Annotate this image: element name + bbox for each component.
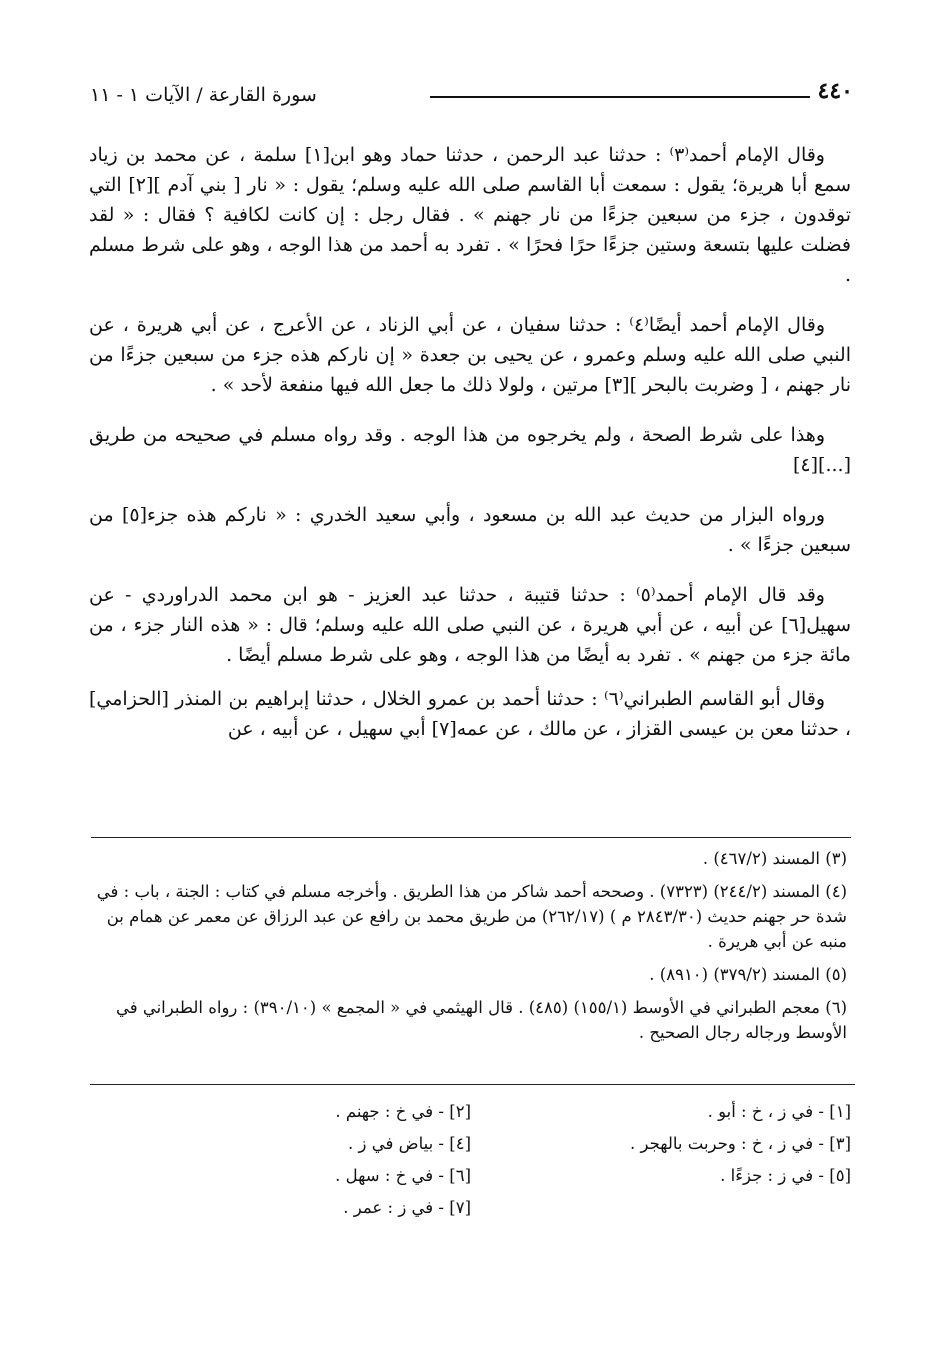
- paragraph-bazzar: ورواه البزار من حديث عبد الله بن مسعود ، وأبي سعيد الخدري : « ناركم هذه جزء[٥] من سبعين جزءًا » .: [89, 504, 851, 556]
- variant-note-5: [٥] - في ز : جزءًا .: [720, 1166, 851, 1185]
- footnote-6: (٦) معجم الطبراني في الأوسط (١٥٥/١) (٤٨٥) . قال الهيثمي في « المجمع » (٣٩٠/١٠) : رواه الطبراني في الأوسط ورجاله رجال الصحيح .: [115, 998, 847, 1042]
- variant-note-3: [٣] - في ز ، خ : وحربت بالهجر .: [630, 1134, 851, 1153]
- variant-row: [89, 1192, 851, 1224]
- footnote-divider: [91, 837, 851, 838]
- variants-divider: [90, 1084, 855, 1085]
- variant-note-4: [٤] - بياض في ز .: [348, 1134, 471, 1153]
- variant-notes: [89, 1096, 851, 1224]
- running-title: سورة القارعة / الآيات ١ - ١١: [90, 84, 317, 106]
- footnote-3: (٣) المسند (٤٦٧/٢) .: [702, 849, 847, 868]
- variant-note-empty: [471, 1192, 851, 1224]
- header-rule: [430, 96, 810, 98]
- main-text: [89, 140, 851, 764]
- paragraph-ahmad-1: وقال الإمام أحمد⁽٣⁾ : حدثنا عبد الرحمن ، حدثنا حماد وهو ابن[١] سلمة ، عن محمد بن زياد سمع أبا هريرة؛ يقول : سمعت أبا القاسم صلى الله عليه وسلم؛ يقول : « نار [ بني آدم ][٢] التي توقدون ، جزء من سبعين جزءًا من نار جهنم » . فقال رجل : إن كانت لكافية ؟ فقال : « لقد فضلت عليها بتسعة وستين جزءًا حرًا فحرًا » . تفرد به أحمد من هذا الوجه ، وهو على شرط مسلم .: [89, 144, 851, 286]
- page-number: ٤٤٠: [817, 78, 853, 104]
- footnote-4: (٤) المسند (٢٤٤/٢) (٧٣٢٣) . وصححه أحمد شاكر من هذا الطريق . وأخرجه مسلم في كتاب : الجنة ، باب : في شدة حر جهنم حديث (٢٨٤٣/٣٠ م ) (٢٦٢/١٧) من طريق محمد بن رافع عن عبد الرزاق عن معمر عن همام بن منبه عن أبي هريرة .: [96, 882, 847, 951]
- variant-note-2: [٢] - في خ : جهنم .: [335, 1102, 471, 1121]
- paragraph-ahmad-3: وقد قال الإمام أحمد⁽٥⁾ : حدثنا قتيبة ، حدثنا عبد العزيز - هو ابن محمد الدراوردي - عن سهيل[٦] عن أبيه ، عن أبي هريرة ، عن النبي صلى الله عليه وسلم؛ قال : « هذه النار جزء ، من مائة جزء من جهنم » . تفرد به أيضًا من هذا الوجه ، وهو على شرط مسلم أيضًا .: [89, 584, 851, 666]
- footnote-5: (٥) المسند (٣٧٩/٢) (٨٩١٠) .: [649, 965, 847, 984]
- paragraph-muslim: وهذا على شرط الصحة ، ولم يخرجوه من هذا الوجه . وقد رواه مسلم في صحيحه من طريق [...][٤]: [89, 424, 851, 476]
- footnotes: [89, 846, 851, 1053]
- variant-row: [89, 1128, 851, 1160]
- variant-note-6: [٦] - في خ : سهل .: [335, 1166, 471, 1185]
- paragraph-tabarani: وقال أبو القاسم الطبراني⁽٦⁾ : حدثنا أحمد بن عمرو الخلال ، حدثنا إبراهيم بن المنذر [الحزامي] ، حدثنا معن بن عيسى القزاز ، عن مالك ، عن عمه[٧] أبي سهيل ، عن أبيه ، عن: [89, 688, 851, 740]
- variant-row: [89, 1160, 851, 1192]
- variant-note-7: [٧] - في ز : عمر .: [343, 1198, 471, 1217]
- variant-row: [89, 1096, 851, 1128]
- paragraph-ahmad-2: وقال الإمام أحمد أيضًا⁽٤⁾ : حدثنا سفيان ، عن أبي الزناد ، عن الأعرج ، عن أبي هريرة ، عن النبي صلى الله عليه وسلم وعمرو ، عن يحيى بن جعدة « إن ناركم هذه جزء من سبعين جزءًا من نار جهنم ، [ وضربت بالبحر ][٣] مرتين ، ولولا ذلك ما جعل الله فيها منفعة لأحد » .: [89, 314, 851, 396]
- variant-note-1: [١] - في ز ، خ : أبو .: [707, 1102, 851, 1121]
